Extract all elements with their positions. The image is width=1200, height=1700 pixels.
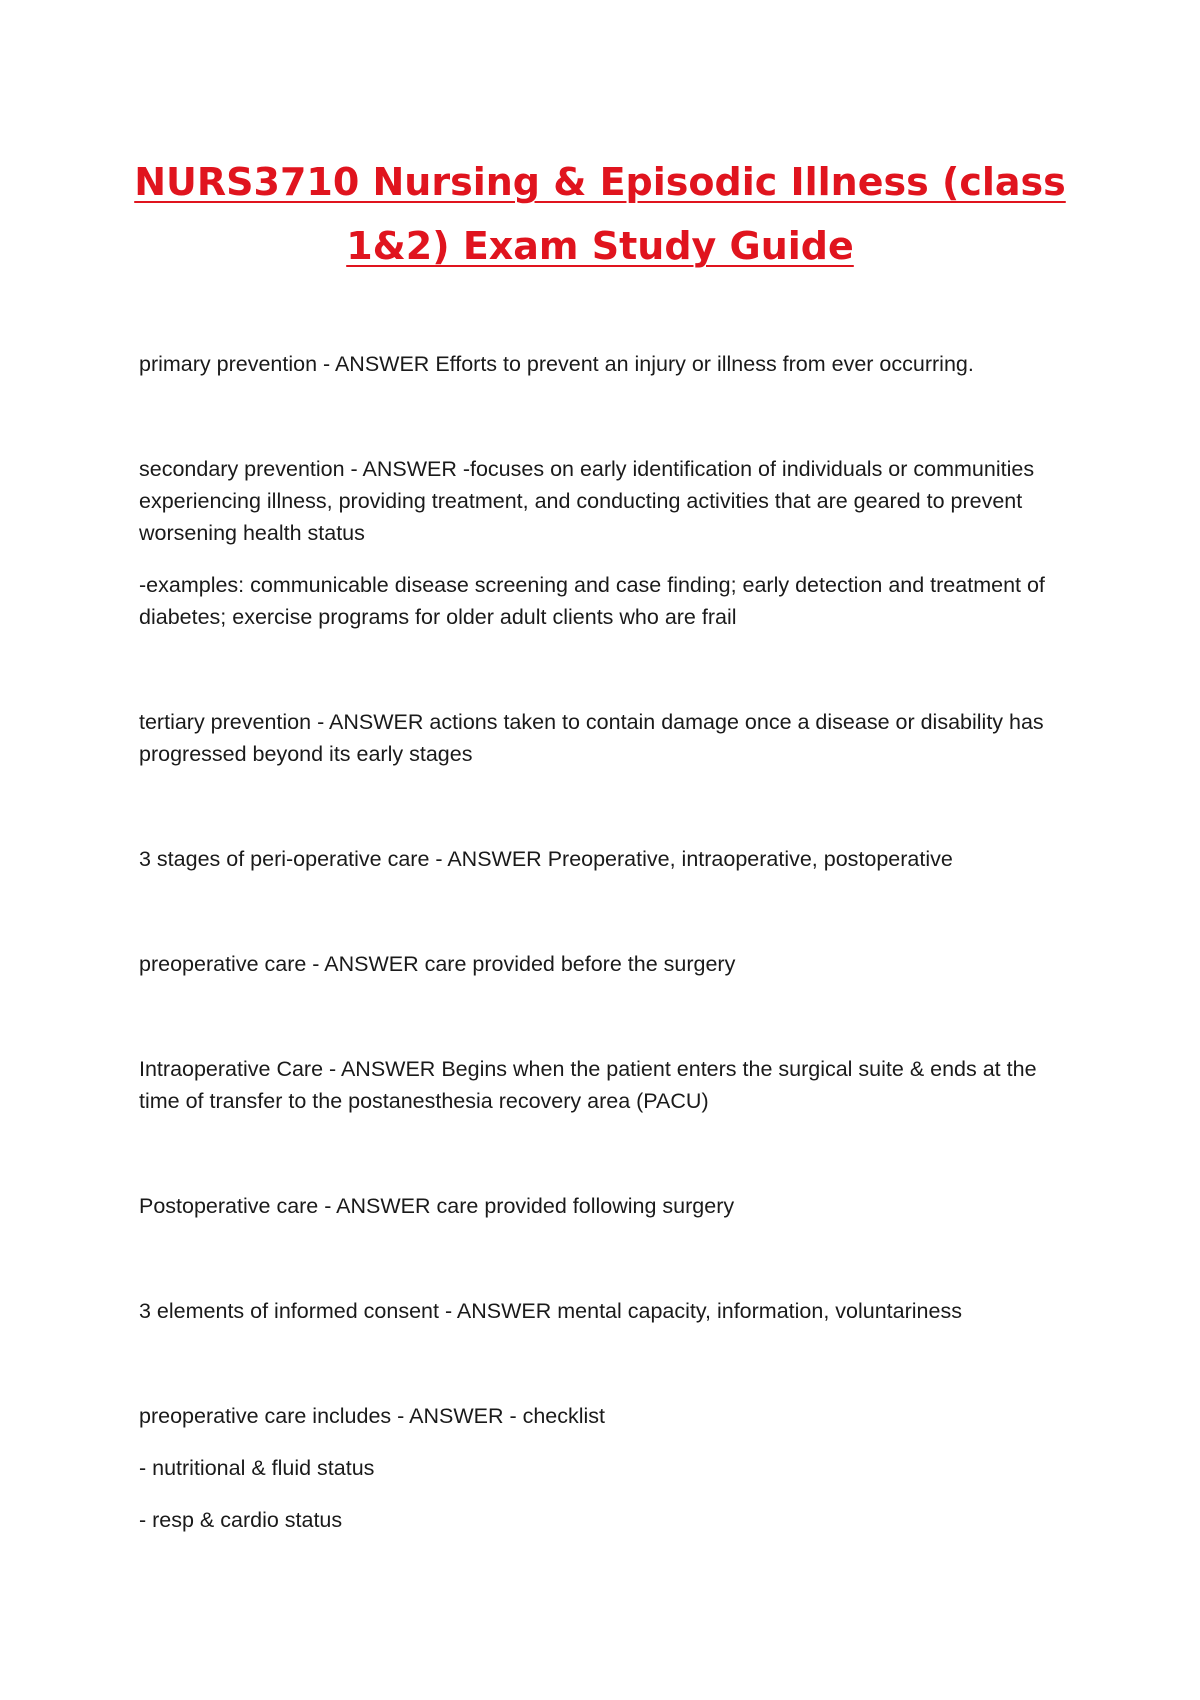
entry-answer-label: - ANSWER <box>318 1194 437 1218</box>
entry-answer-label: - ANSWER <box>391 1404 510 1428</box>
entry-answer-label: - ANSWER <box>429 847 548 871</box>
entry-answer-label: - ANSWER <box>344 457 463 481</box>
entry-answer: Preoperative, intraoperative, postoperative <box>547 847 953 871</box>
entry-term: Postoperative care <box>139 1194 319 1218</box>
entry-answer-label: - ANSWER <box>438 1299 558 1323</box>
title-line-1: NURS3710 Nursing & Episodic Illness (class <box>134 160 1066 204</box>
entry-intraoperative-care <box>139 1053 1079 1117</box>
entry-preoperative-care-includes <box>139 1400 1079 1432</box>
entry-answer: mental capacity, information, voluntariness <box>557 1299 962 1323</box>
entry-term: secondary prevention <box>139 457 345 481</box>
entry-list-item: - nutritional & fluid status <box>139 1456 375 1480</box>
entry-term: preoperative care <box>139 952 307 976</box>
entry-stages-perioperative-care <box>139 843 1079 875</box>
study-guide-content <box>139 348 1079 1536</box>
entry-answer: -focuses on early identification of individuals or communities experiencing illness, providing treatment, and conducting activities that are geared to prevent worsening health status <box>139 457 1035 545</box>
entry-postoperative-care <box>139 1190 1079 1222</box>
entry-answer: care provided following surgery <box>436 1194 735 1218</box>
title-line-2: 1&2) Exam Study Guide <box>346 224 854 268</box>
entry-answer: Begins when the patient enters the surgical suite & ends at the time of transfer to the postanesthesia recovery area (PACU) <box>139 1057 1037 1113</box>
entry-answer: Efforts to prevent an injury or illness from ever occurring. <box>435 352 974 376</box>
entry-term: preoperative care includes <box>139 1404 392 1428</box>
entry-primary-prevention <box>139 348 1079 380</box>
entry-answer: - checklist <box>509 1404 606 1428</box>
entry-answer: care provided before the surgery <box>424 952 736 976</box>
entry-term: Intraoperative Care <box>139 1057 324 1081</box>
entry-answer: actions taken to contain damage once a disease or disability has progressed beyond its early stages <box>139 710 1044 766</box>
entry-term: 3 stages of peri-operative care <box>139 847 430 871</box>
entry-term: tertiary prevention <box>139 710 312 734</box>
entry-secondary-prevention <box>139 453 1079 549</box>
entry-preoperative-care <box>139 948 1079 980</box>
entry-informed-consent-elements <box>139 1295 1079 1327</box>
entry-answer-label: - ANSWER <box>317 352 436 376</box>
entry-answer-label: - ANSWER <box>323 1057 442 1081</box>
entry-answer-label: - ANSWER <box>306 952 425 976</box>
entry-term: 3 elements of informed consent <box>139 1299 439 1323</box>
entry-secondary-prevention-examples: -examples: communicable disease screening and case finding; early detection and treatment of diabetes; exercise programs for older adult clients who are frail <box>139 573 1045 629</box>
entry-term: primary prevention <box>139 352 318 376</box>
entry-tertiary-prevention <box>139 706 1079 770</box>
entry-answer-label: - ANSWER <box>311 710 430 734</box>
document-title <box>120 150 1080 278</box>
entry-list-item: - resp & cardio status <box>139 1508 343 1532</box>
